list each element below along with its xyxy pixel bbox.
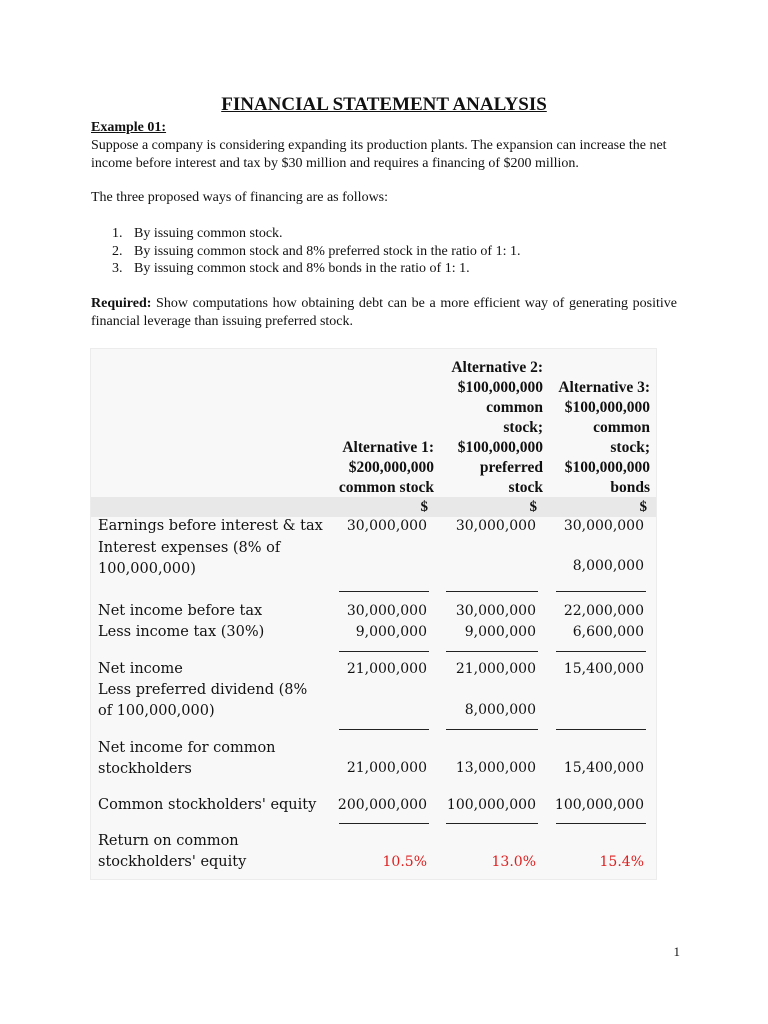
- list-item: [112, 243, 672, 261]
- total-rule: [446, 823, 538, 824]
- header-line: bonds: [610, 479, 650, 496]
- table-cell: 22,000,000: [563, 603, 644, 619]
- row-label-ebit: Earnings before interest & tax: [98, 518, 323, 534]
- row-label-net-income-common: Net income for common stockholders: [98, 740, 276, 777]
- row-label-net-income-before-tax: Net income before tax: [98, 603, 263, 619]
- header-line: $100,000,000: [457, 379, 543, 396]
- page-number: 1: [673, 944, 680, 959]
- list-item: [112, 225, 672, 243]
- table-cell: 200,000,000: [337, 797, 427, 813]
- subtotal-rule: [339, 591, 429, 592]
- required-paragraph: [91, 295, 677, 331]
- currency-alt1: $: [420, 499, 428, 515]
- table-cell: 8,000,000: [464, 702, 536, 718]
- table-cell: 30,000,000: [563, 518, 644, 534]
- table-cell: 21,000,000: [455, 661, 536, 677]
- required-label: Required:: [91, 296, 152, 311]
- list-item-text: By issuing common stock and 8% preferred stock in the ratio of 1: 1.: [134, 243, 521, 259]
- subtotal-rule: [339, 651, 429, 652]
- currency-alt2: $: [529, 499, 537, 515]
- column-header-alt2: [436, 358, 543, 498]
- column-header-alt1: [321, 438, 434, 498]
- table-cell: 100,000,000: [446, 797, 536, 813]
- row-label-net-income: Net income: [98, 661, 183, 677]
- header-line: $200,000,000: [348, 459, 434, 476]
- subtotal-rule: [556, 591, 646, 592]
- header-line: Alternative 1:: [342, 439, 434, 456]
- table-cell: 30,000,000: [346, 518, 427, 534]
- header-line: $100,000,000: [564, 459, 650, 476]
- header-line: preferred: [479, 459, 543, 476]
- list-item: [112, 260, 672, 278]
- subtotal-rule: [556, 651, 646, 652]
- options-intro: The three proposed ways of financing are as follows:: [91, 190, 389, 205]
- comparison-table: [90, 348, 657, 880]
- row-label-common-equity: Common stockholders' equity: [98, 797, 317, 813]
- header-line: common stock: [338, 479, 434, 496]
- roe-value: 13.0%: [491, 854, 536, 870]
- total-rule: [556, 823, 646, 824]
- table-cell: 13,000,000: [455, 760, 536, 776]
- header-line: common: [593, 419, 650, 436]
- table-cell: 21,000,000: [346, 661, 427, 677]
- list-item-number: 1.: [112, 226, 123, 241]
- table-cell: 8,000,000: [572, 558, 644, 574]
- subtotal-rule: [556, 729, 646, 730]
- required-text: Show computations how obtaining debt can be a more efficient way of generating positive financial leverage than issuing preferred stock.: [91, 296, 677, 329]
- table-cell: 9,000,000: [355, 624, 427, 640]
- row-label-preferred-dividend: Less preferred dividend (8% of 100,000,000): [98, 682, 308, 719]
- table-cell: 30,000,000: [346, 603, 427, 619]
- table-cell: 15,400,000: [563, 661, 644, 677]
- subtotal-rule: [446, 729, 538, 730]
- table-cell: 30,000,000: [455, 518, 536, 534]
- header-line: $100,000,000: [564, 399, 650, 416]
- roe-value: 10.5%: [382, 854, 427, 870]
- table-cell: 6,600,000: [572, 624, 644, 640]
- header-line: common: [486, 399, 543, 416]
- table-cell: 30,000,000: [455, 603, 536, 619]
- list-item-text: By issuing common stock.: [134, 226, 283, 241]
- row-label-income-tax: Less income tax (30%): [98, 624, 265, 640]
- table-cell: 21,000,000: [346, 760, 427, 776]
- row-label-return-on-equity: Return on common stockholders' equity: [98, 833, 247, 870]
- table-cell: 15,400,000: [563, 760, 644, 776]
- subtotal-rule: [446, 651, 538, 652]
- subtotal-rule: [339, 729, 429, 730]
- header-line: stock;: [503, 419, 543, 436]
- example-label: Example 01:: [91, 120, 167, 135]
- table-cell: 100,000,000: [554, 797, 644, 813]
- roe-value: 15.4%: [599, 854, 644, 870]
- header-line: Alternative 3:: [558, 379, 650, 396]
- header-line: stock: [508, 479, 543, 496]
- column-header-alt3: [546, 378, 650, 498]
- list-item-number: 2.: [112, 243, 123, 259]
- row-label-interest: Interest expenses (8% of 100,000,000): [98, 540, 281, 577]
- currency-alt3: $: [639, 499, 647, 515]
- table-cell: 9,000,000: [464, 624, 536, 640]
- header-line: stock;: [610, 439, 650, 456]
- intro-paragraph: Suppose a company is considering expanding its production plants. The expansion can increase the net income before interest and tax by $30 million and requires a financing of $200 million.: [91, 138, 667, 171]
- financing-options-list: [112, 225, 672, 278]
- page-title: FINANCIAL STATEMENT ANALYSIS: [221, 94, 547, 115]
- list-item-number: 3.: [112, 261, 123, 276]
- total-rule: [339, 823, 429, 824]
- list-item-text: By issuing common stock and 8% bonds in the ratio of 1: 1.: [134, 261, 470, 276]
- subtotal-rule: [446, 591, 538, 592]
- header-line: Alternative 2:: [451, 359, 543, 376]
- header-line: $100,000,000: [457, 439, 543, 456]
